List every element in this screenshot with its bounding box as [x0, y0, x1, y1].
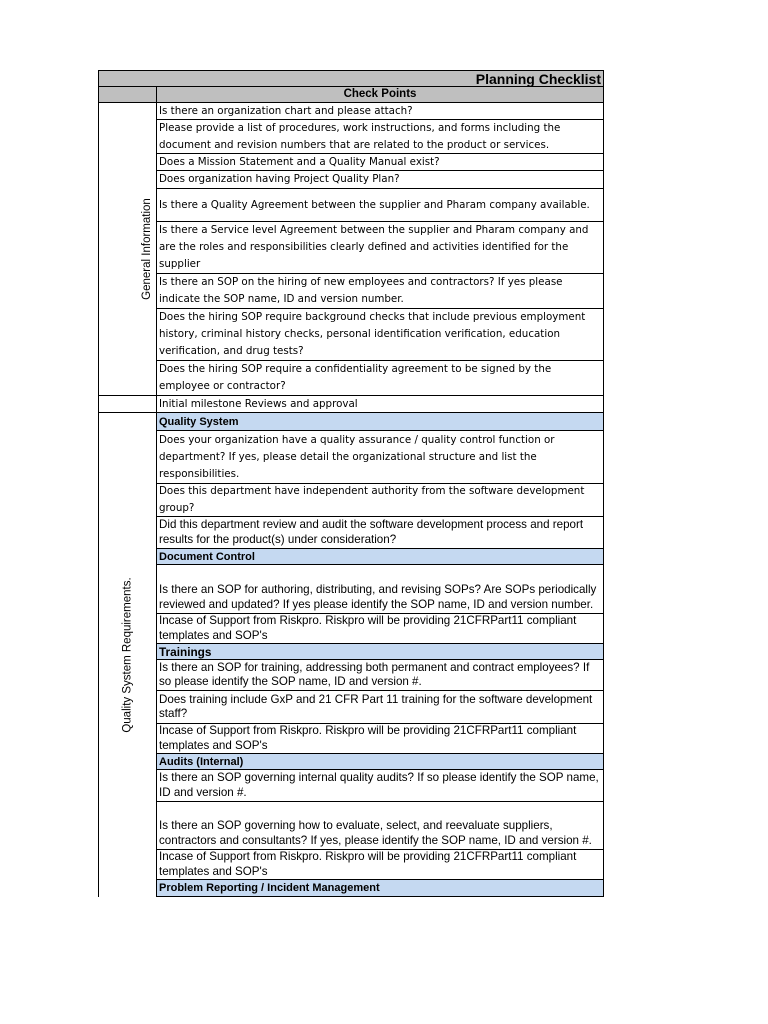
group-general-label: General Information: [140, 198, 153, 300]
section-trainings: Trainings: [156, 643, 604, 660]
list-item: Does organization having Project Quality Plan?: [156, 170, 604, 189]
group-quality-label: Quality System Requirements.: [121, 576, 134, 733]
list-item: Is there an organization chart and please attach?: [156, 102, 604, 120]
list-item: Did this department review and audit the software development process and report results for the product(s) under consideration?: [156, 516, 604, 549]
list-item: Is there an SOP governing how to evaluate, select, and reevaluate suppliers, contractors and consultants? If yes, please identify the SOP name, ID and version #.: [156, 801, 604, 850]
section-audits: Audits (Internal): [156, 753, 604, 770]
list-item: Does the hiring SOP require a confidentiality agreement to be signed by the employee or contractor?: [156, 360, 604, 396]
header-row: [156, 86, 604, 103]
list-item: Is there an SOP for training, addressing both permanent and contract employees? If so please identify the SOP name, ID and version #.: [156, 659, 604, 691]
sheet-title: Planning Checklist: [475, 71, 601, 87]
list-item: Does the hiring SOP require background checks that include previous employment history, criminal history checks, personal identification verification, education verification, and drug tests?: [156, 308, 604, 361]
column-header: Check Points: [343, 88, 417, 100]
list-item: Does this department have independent authority from the software development group?: [156, 483, 604, 517]
title-row: [98, 70, 604, 87]
list-item: Is there an SOP for authoring, distributing, and revising SOPs? Are SOPs periodically reviewed and updated? If yes please identify the SOP name, ID and version number.: [156, 564, 604, 614]
list-item: Is there a Service level Agreement between the supplier and Pharam company and are the roles and responsibilities clearly defined and activities identified for the supplier: [156, 221, 604, 274]
checklist-sheet: [98, 70, 604, 897]
list-item: Does your organization have a quality assurance / quality control function or department? If yes, please detail the organizational structure and list the responsibilities.: [156, 430, 604, 484]
list-item: Is there a Quality Agreement between the supplier and Pharam company available.: [156, 188, 604, 222]
header-left-cell: [98, 86, 157, 103]
section-quality-system: Quality System: [156, 412, 604, 431]
milestone-left-cell: [98, 395, 157, 413]
section-document-control: Document Control: [156, 548, 604, 565]
list-item: Incase of Support from Riskpro. Riskpro will be providing 21CFRPart11 compliant templates and SOP's: [156, 613, 604, 644]
section-problem-reporting: Problem Reporting / Incident Management: [156, 879, 604, 897]
list-item: Does training include GxP and 21 CFR Part 11 training for the software development staff?: [156, 690, 604, 724]
list-item: Incase of Support from Riskpro. Riskpro will be providing 21CFRPart11 compliant templates and SOP's: [156, 723, 604, 754]
list-item: Does a Mission Statement and a Quality Manual exist?: [156, 153, 604, 171]
list-item: Please provide a list of procedures, work instructions, and forms including the document and revision numbers that are related to the product or services.: [156, 119, 604, 154]
list-item: Is there an SOP on the hiring of new employees and contractors? If yes please indicate the SOP name, ID and version number.: [156, 273, 604, 309]
milestone-row: Initial milestone Reviews and approval: [156, 395, 604, 413]
list-item: Is there an SOP governing internal quality audits? If so please identify the SOP name, ID and version #.: [156, 769, 604, 802]
list-item: Incase of Support from Riskpro. Riskpro will be providing 21CFRPart11 compliant templates and SOP's: [156, 849, 604, 880]
